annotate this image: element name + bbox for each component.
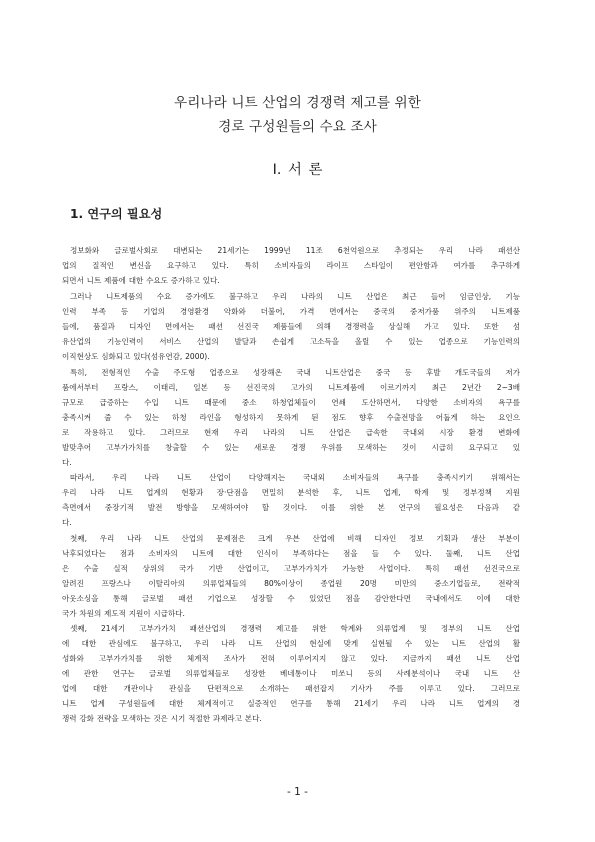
text-line: 발맞추어 고부가가치를 창출할 수 있는 새로운 경쟁 우위를 모색하는 것이 시급히 요구되고 있 (62, 443, 520, 452)
text-line: 측면에서 중장기적 발전 방향을 모색하여야 할 것이다. 이를 위한 본 연구의 필요성은 다음과 같 (62, 503, 520, 512)
text-line: 로 작용하고 있다. 그러므로 현재 우리 나라의 니트 산업은 급속한 국내외 시장 환경 변화에 (62, 428, 520, 437)
text-line: 업의 질적인 변신을 요구하고 있다. 특히 소비자들의 라이프 스타일이 편안함과 여가를 추구하게 (62, 261, 520, 270)
text-line: 따라서, 우리 나라 니트 산업이 다양해지는 국내외 소비자들의 욕구를 충족시키기 위해서는 (70, 473, 520, 482)
paragraph-6 (62, 621, 520, 726)
paragraph-3 (62, 365, 520, 470)
text-line: 정보화와 글로벌사회로 대변되는 21세기는 1999년 11조 6천억원으로 추정되는 우리 나라 패션산 (70, 246, 520, 255)
text-line: 다. (62, 458, 72, 467)
text-line: 쟁력 강화 전략을 모색하는 것은 시기 적절한 과제라고 본다. (62, 714, 262, 723)
document-title-line-1: 우리나라 니트 산업의 경쟁력 제고를 위한 (173, 95, 422, 111)
text-line: 그러나 니트제품의 수요 증가에도 불구하고 우리 나라의 니트 산업은 최근 들어 임금인상, 기능 (70, 292, 520, 301)
text-line: 우리 나라 니트 업계의 현황과 장·단점을 면밀히 분석한 후, 니트 업계, 학계 및 정부정책 지원 (62, 488, 520, 497)
text-line: 에 관한 연구는 글로벌 의류업체들로 성장한 베네통이나 미쏘니 등의 사례분석이나 국내 니트 산 (62, 669, 520, 678)
text-line: 첫째, 우리 나라 니트 산업의 문제점은 크게 우븐 산업에 비해 디자인 정보 기획과 생산 부분이 (70, 534, 520, 543)
section-heading: 1. 연구의 필요성 (70, 207, 163, 221)
text-line: 이직현상도 심화되고 있다(섬유연감, 2000). (62, 352, 210, 361)
text-line: 낙후되었다는 점과 소비자의 니트에 대한 인식이 부족하다는 점을 들 수 있다. 둘째, 니트 산업 (62, 549, 520, 558)
text-line: 다. (62, 518, 72, 527)
text-line: 업에 대한 개관이나 관심을 단편적으로 소개하는 패션잡지 기사가 주를 이루고 있다. 그러므로 (62, 684, 520, 693)
text-line: 품에서부터 프랑스, 이태리, 일본 등 선진국의 고가의 니트제품에 이르기까지 최근 2년간 2~3배 (62, 383, 520, 392)
text-line: 성화와 고부가가치를 위한 체계적 조사가 전혀 이루어지지 않고 있다. 지금까지 패션 니트 산업 (62, 654, 520, 663)
text-line: 들에, 품질과 디자인 면에서는 패션 선진국 제품들에 의해 경쟁력을 상실해 가고 있다. 또한 섬 (62, 322, 520, 331)
text-line: 은 수출 실적 상위의 국가 기반 산업이고, 고부가가치가 가능한 사업이다. 특히 패션 선진국으로 (62, 564, 520, 573)
paragraph-4 (62, 470, 520, 530)
text-line: 국가 차원의 제도적 지원이 시급하다. (62, 609, 185, 618)
paragraph-1 (62, 243, 520, 288)
text-line: 니트 업계 구성원들에 대한 체계적이고 실증적인 연구를 통해 21세기 우리 나라 니트 업계의 경 (62, 699, 520, 708)
text-line: 규모로 급증하는 수입 니트 때문에 중소 하청업체들이 연쇄 도산하면서, 다양한 소비자의 욕구를 (62, 398, 520, 407)
text-line: 충족시켜 줄 수 있는 하청 라인을 형성하지 못하게 된 점도 향후 수출전망을 어둡게 하는 요인으 (62, 413, 520, 422)
text-line: 아웃소싱을 통해 글로벌 패션 기업으로 성장할 수 있었던 점을 감안한다면 국내에서도 이에 대한 (62, 594, 520, 603)
page-number: - 1 - (287, 786, 308, 798)
paragraph-5 (62, 531, 520, 621)
text-line: 유산업의 기능인력이 서비스 산업의 발달과 손쉽게 고소득을 올릴 수 있는 업종으로 기능인력의 (62, 337, 520, 346)
text-line: 알려진 프랑스나 이탈리아의 의류업체들의 80%이상이 종업원 20명 미만의 중소기업들로, 전략적 (62, 579, 520, 588)
text-line: 에 대한 관심에도 불구하고, 우리 나라 니트 산업의 현실에 맞게 실현될 수 있는 니트 산업의 활 (62, 639, 520, 648)
paragraph-2 (62, 289, 520, 364)
text-line: 셋째, 21세기 고부가가치 패션산업의 경쟁력 제고를 위한 학계와 의류업계 및 정부의 니트 산업 (70, 624, 520, 633)
document-title-line-2: 경로 구성원들의 수요 조사 (218, 119, 377, 135)
text-line: 인력 부족 등 기업의 경영환경 악화와 더불어, 가격 면에서는 중국의 중저가품 위주의 니트제품 (62, 307, 520, 316)
text-line: 되면서 니트 제품에 대한 수요도 증가하고 있다. (62, 276, 220, 285)
chapter-heading: Ⅰ. 서 론 (272, 162, 323, 178)
text-line: 특히, 전형적인 수출 주도형 업종으로 성장해온 국내 니트산업은 중국 등 후발 개도국들의 저가 (70, 368, 520, 377)
